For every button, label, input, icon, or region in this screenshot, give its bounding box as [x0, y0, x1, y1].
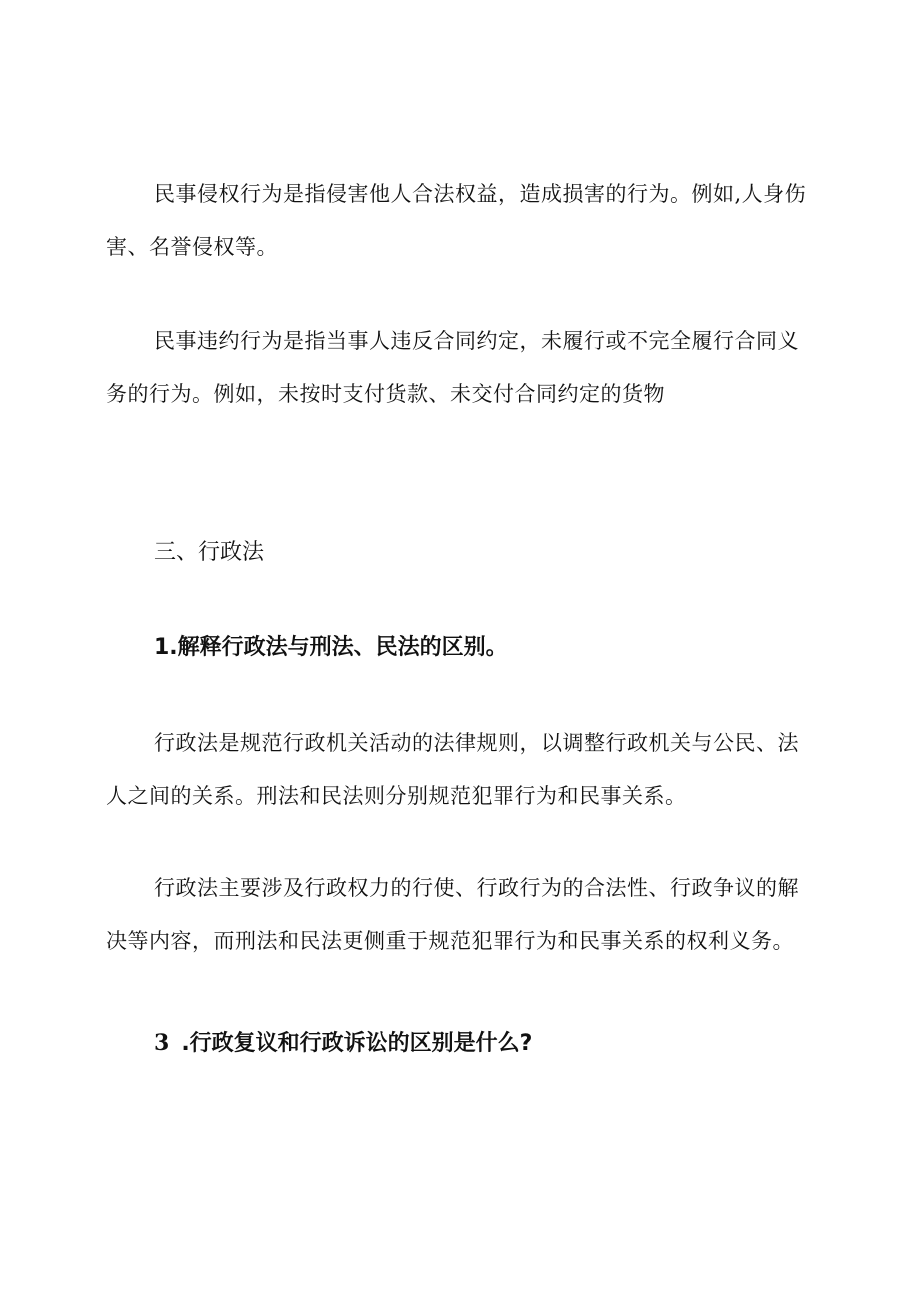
paragraph-civil-tort: 民事侵权行为是指侵害他人合法权益，造成损害的行为。例如,人身伤害、名誉侵权等。: [106, 182, 807, 259]
paragraph-admin-law-definition: 行政法是规范行政机关活动的法律规则，以调整行政机关与公民、法人之间的关系。刑法和民法则分别规范犯罪行为和民事关系。: [106, 731, 799, 808]
question-heading-3: [154, 1028, 532, 1059]
question-number: 3: [154, 1030, 170, 1056]
question-text: .行政复议和行政诉讼的区别是什么?: [181, 1031, 533, 1056]
paragraph-admin-law-scope: 行政法主要涉及行政权力的行使、行政行为的合法性、行政争议的解决等内容，而刑法和民法更侧重于规范犯罪行为和民事关系的权利义务。: [106, 876, 799, 953]
section-heading-administrative-law: 三、行政法: [154, 540, 265, 565]
question-heading-1: 1.解释行政法与刑法、民法的区别。: [154, 635, 508, 660]
paragraph-civil-breach: 民事违约行为是指当事人违反合同约定，未履行或不完全履行合同义务的行为。例如，未按时支付货款、未交付合同约定的货物: [106, 329, 799, 406]
